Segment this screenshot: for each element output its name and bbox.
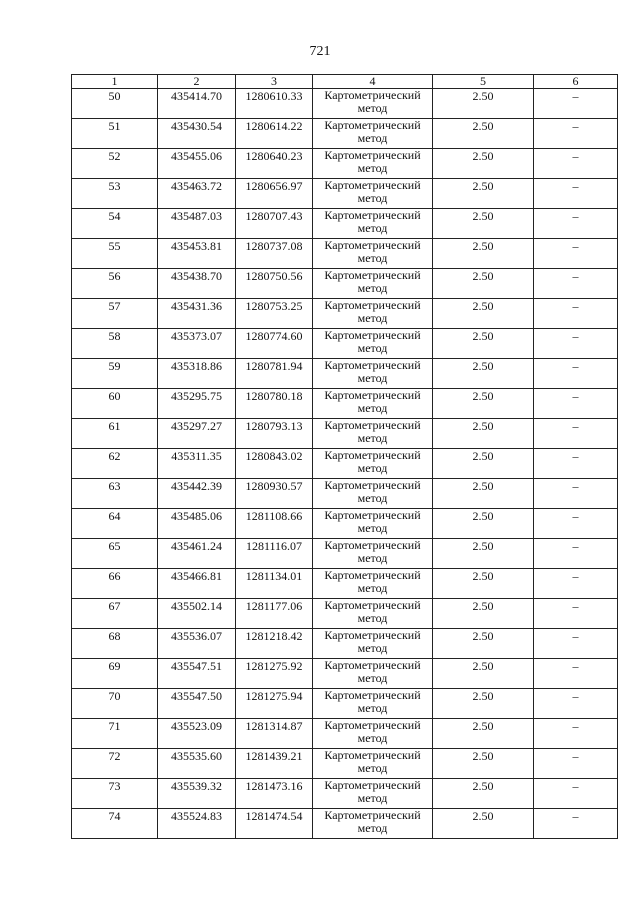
point-number-cell: 63 bbox=[72, 479, 158, 509]
x-coordinate-cell: 435502.14 bbox=[158, 599, 236, 629]
note-cell: – bbox=[534, 599, 618, 629]
x-coordinate-cell: 435536.07 bbox=[158, 629, 236, 659]
y-coordinate-cell: 1281134.01 bbox=[236, 569, 313, 599]
x-coordinate-cell: 435539.32 bbox=[158, 779, 236, 809]
header-cell: 5 bbox=[433, 75, 534, 89]
point-number-cell: 71 bbox=[72, 719, 158, 749]
point-number-cell: 54 bbox=[72, 209, 158, 239]
note-cell: – bbox=[534, 479, 618, 509]
y-coordinate-cell: 1281108.66 bbox=[236, 509, 313, 539]
precision-cell: 2.50 bbox=[433, 809, 534, 839]
precision-cell: 2.50 bbox=[433, 629, 534, 659]
point-number-cell: 67 bbox=[72, 599, 158, 629]
precision-cell: 2.50 bbox=[433, 479, 534, 509]
table-row bbox=[72, 149, 618, 179]
note-cell: – bbox=[534, 299, 618, 329]
method-cell: Картометрический метод bbox=[313, 479, 433, 509]
point-number-cell: 62 bbox=[72, 449, 158, 479]
method-cell: Картометрический метод bbox=[313, 659, 433, 689]
point-number-cell: 51 bbox=[72, 119, 158, 149]
table-row bbox=[72, 479, 618, 509]
method-cell: Картометрический метод bbox=[313, 809, 433, 839]
y-coordinate-cell: 1280753.25 bbox=[236, 299, 313, 329]
y-coordinate-cell: 1280656.97 bbox=[236, 179, 313, 209]
point-number-cell: 59 bbox=[72, 359, 158, 389]
page-number: 721 bbox=[309, 44, 331, 59]
x-coordinate-cell: 435547.51 bbox=[158, 659, 236, 689]
precision-cell: 2.50 bbox=[433, 269, 534, 299]
header-cell: 1 bbox=[72, 75, 158, 89]
y-coordinate-cell: 1281439.21 bbox=[236, 749, 313, 779]
x-coordinate-cell: 435455.06 bbox=[158, 149, 236, 179]
method-cell: Картометрический метод bbox=[313, 389, 433, 419]
method-cell: Картометрический метод bbox=[313, 539, 433, 569]
precision-cell: 2.50 bbox=[433, 359, 534, 389]
note-cell: – bbox=[534, 539, 618, 569]
point-number-cell: 68 bbox=[72, 629, 158, 659]
method-cell: Картометрический метод bbox=[313, 89, 433, 119]
method-cell: Картометрический метод bbox=[313, 689, 433, 719]
table-row bbox=[72, 239, 618, 269]
point-number-cell: 52 bbox=[72, 149, 158, 179]
x-coordinate-cell: 435524.83 bbox=[158, 809, 236, 839]
note-cell: – bbox=[534, 359, 618, 389]
point-number-cell: 50 bbox=[72, 89, 158, 119]
table-header-row bbox=[72, 75, 618, 89]
header-cell: 4 bbox=[313, 75, 433, 89]
y-coordinate-cell: 1281275.94 bbox=[236, 689, 313, 719]
coordinates-table bbox=[71, 74, 618, 839]
table-row bbox=[72, 89, 618, 119]
precision-cell: 2.50 bbox=[433, 719, 534, 749]
header-cell: 3 bbox=[236, 75, 313, 89]
method-cell: Картометрический метод bbox=[313, 599, 433, 629]
precision-cell: 2.50 bbox=[433, 569, 534, 599]
precision-cell: 2.50 bbox=[433, 779, 534, 809]
note-cell: – bbox=[534, 239, 618, 269]
y-coordinate-cell: 1281177.06 bbox=[236, 599, 313, 629]
method-cell: Картометрический метод bbox=[313, 569, 433, 599]
point-number-cell: 57 bbox=[72, 299, 158, 329]
note-cell: – bbox=[534, 179, 618, 209]
method-cell: Картометрический метод bbox=[313, 509, 433, 539]
x-coordinate-cell: 435438.70 bbox=[158, 269, 236, 299]
method-cell: Картометрический метод bbox=[313, 779, 433, 809]
x-coordinate-cell: 435318.86 bbox=[158, 359, 236, 389]
y-coordinate-cell: 1280780.18 bbox=[236, 389, 313, 419]
note-cell: – bbox=[534, 509, 618, 539]
method-cell: Картометрический метод bbox=[313, 359, 433, 389]
point-number-cell: 60 bbox=[72, 389, 158, 419]
precision-cell: 2.50 bbox=[433, 149, 534, 179]
x-coordinate-cell: 435466.81 bbox=[158, 569, 236, 599]
precision-cell: 2.50 bbox=[433, 749, 534, 779]
note-cell: – bbox=[534, 119, 618, 149]
precision-cell: 2.50 bbox=[433, 539, 534, 569]
x-coordinate-cell: 435523.09 bbox=[158, 719, 236, 749]
point-number-cell: 55 bbox=[72, 239, 158, 269]
note-cell: – bbox=[534, 719, 618, 749]
method-cell: Картометрический метод bbox=[313, 629, 433, 659]
point-number-cell: 74 bbox=[72, 809, 158, 839]
x-coordinate-cell: 435461.24 bbox=[158, 539, 236, 569]
note-cell: – bbox=[534, 269, 618, 299]
table-row bbox=[72, 629, 618, 659]
y-coordinate-cell: 1280614.22 bbox=[236, 119, 313, 149]
table-row bbox=[72, 749, 618, 779]
table-row bbox=[72, 119, 618, 149]
precision-cell: 2.50 bbox=[433, 89, 534, 119]
table-row bbox=[72, 509, 618, 539]
precision-cell: 2.50 bbox=[433, 179, 534, 209]
table-row bbox=[72, 569, 618, 599]
method-cell: Картометрический метод bbox=[313, 299, 433, 329]
precision-cell: 2.50 bbox=[433, 689, 534, 719]
note-cell: – bbox=[534, 389, 618, 419]
point-number-cell: 72 bbox=[72, 749, 158, 779]
x-coordinate-cell: 435430.54 bbox=[158, 119, 236, 149]
note-cell: – bbox=[534, 689, 618, 719]
precision-cell: 2.50 bbox=[433, 119, 534, 149]
note-cell: – bbox=[534, 149, 618, 179]
x-coordinate-cell: 435297.27 bbox=[158, 419, 236, 449]
header-cell: 6 bbox=[534, 75, 618, 89]
table-row bbox=[72, 329, 618, 359]
table-body bbox=[72, 89, 618, 839]
table-row bbox=[72, 359, 618, 389]
x-coordinate-cell: 435311.35 bbox=[158, 449, 236, 479]
table-row bbox=[72, 659, 618, 689]
point-number-cell: 66 bbox=[72, 569, 158, 599]
y-coordinate-cell: 1280774.60 bbox=[236, 329, 313, 359]
point-number-cell: 69 bbox=[72, 659, 158, 689]
point-number-cell: 64 bbox=[72, 509, 158, 539]
method-cell: Картометрический метод bbox=[313, 269, 433, 299]
y-coordinate-cell: 1280640.23 bbox=[236, 149, 313, 179]
table-row bbox=[72, 179, 618, 209]
precision-cell: 2.50 bbox=[433, 659, 534, 689]
precision-cell: 2.50 bbox=[433, 329, 534, 359]
y-coordinate-cell: 1280793.13 bbox=[236, 419, 313, 449]
precision-cell: 2.50 bbox=[433, 449, 534, 479]
header-cell: 2 bbox=[158, 75, 236, 89]
table-row bbox=[72, 389, 618, 419]
note-cell: – bbox=[534, 629, 618, 659]
precision-cell: 2.50 bbox=[433, 209, 534, 239]
point-number-cell: 53 bbox=[72, 179, 158, 209]
note-cell: – bbox=[534, 329, 618, 359]
table-row bbox=[72, 689, 618, 719]
precision-cell: 2.50 bbox=[433, 509, 534, 539]
y-coordinate-cell: 1281473.16 bbox=[236, 779, 313, 809]
method-cell: Картометрический метод bbox=[313, 209, 433, 239]
x-coordinate-cell: 435453.81 bbox=[158, 239, 236, 269]
point-number-cell: 65 bbox=[72, 539, 158, 569]
table-row bbox=[72, 299, 618, 329]
precision-cell: 2.50 bbox=[433, 239, 534, 269]
method-cell: Картометрический метод bbox=[313, 179, 433, 209]
method-cell: Картометрический метод bbox=[313, 719, 433, 749]
point-number-cell: 70 bbox=[72, 689, 158, 719]
note-cell: – bbox=[534, 779, 618, 809]
y-coordinate-cell: 1281474.54 bbox=[236, 809, 313, 839]
x-coordinate-cell: 435463.72 bbox=[158, 179, 236, 209]
y-coordinate-cell: 1281218.42 bbox=[236, 629, 313, 659]
y-coordinate-cell: 1280750.56 bbox=[236, 269, 313, 299]
x-coordinate-cell: 435487.03 bbox=[158, 209, 236, 239]
y-coordinate-cell: 1281116.07 bbox=[236, 539, 313, 569]
method-cell: Картометрический метод bbox=[313, 239, 433, 269]
table-row bbox=[72, 809, 618, 839]
note-cell: – bbox=[534, 419, 618, 449]
y-coordinate-cell: 1281314.87 bbox=[236, 719, 313, 749]
note-cell: – bbox=[534, 809, 618, 839]
method-cell: Картометрический метод bbox=[313, 329, 433, 359]
method-cell: Картометрический метод bbox=[313, 449, 433, 479]
x-coordinate-cell: 435547.50 bbox=[158, 689, 236, 719]
precision-cell: 2.50 bbox=[433, 599, 534, 629]
y-coordinate-cell: 1280781.94 bbox=[236, 359, 313, 389]
y-coordinate-cell: 1281275.92 bbox=[236, 659, 313, 689]
method-cell: Картометрический метод bbox=[313, 119, 433, 149]
point-number-cell: 56 bbox=[72, 269, 158, 299]
table-row bbox=[72, 779, 618, 809]
table-row bbox=[72, 449, 618, 479]
x-coordinate-cell: 435431.36 bbox=[158, 299, 236, 329]
table-row bbox=[72, 269, 618, 299]
note-cell: – bbox=[534, 569, 618, 599]
table-row bbox=[72, 719, 618, 749]
y-coordinate-cell: 1280610.33 bbox=[236, 89, 313, 119]
note-cell: – bbox=[534, 89, 618, 119]
point-number-cell: 73 bbox=[72, 779, 158, 809]
x-coordinate-cell: 435485.06 bbox=[158, 509, 236, 539]
y-coordinate-cell: 1280737.08 bbox=[236, 239, 313, 269]
note-cell: – bbox=[534, 449, 618, 479]
precision-cell: 2.50 bbox=[433, 419, 534, 449]
method-cell: Картометрический метод bbox=[313, 149, 433, 179]
x-coordinate-cell: 435442.39 bbox=[158, 479, 236, 509]
table-row bbox=[72, 209, 618, 239]
table-row bbox=[72, 539, 618, 569]
note-cell: – bbox=[534, 209, 618, 239]
method-cell: Картометрический метод bbox=[313, 419, 433, 449]
x-coordinate-cell: 435414.70 bbox=[158, 89, 236, 119]
point-number-cell: 58 bbox=[72, 329, 158, 359]
x-coordinate-cell: 435295.75 bbox=[158, 389, 236, 419]
note-cell: – bbox=[534, 749, 618, 779]
method-cell: Картометрический метод bbox=[313, 749, 433, 779]
table-row bbox=[72, 419, 618, 449]
precision-cell: 2.50 bbox=[433, 299, 534, 329]
y-coordinate-cell: 1280930.57 bbox=[236, 479, 313, 509]
precision-cell: 2.50 bbox=[433, 389, 534, 419]
y-coordinate-cell: 1280707.43 bbox=[236, 209, 313, 239]
x-coordinate-cell: 435373.07 bbox=[158, 329, 236, 359]
point-number-cell: 61 bbox=[72, 419, 158, 449]
note-cell: – bbox=[534, 659, 618, 689]
y-coordinate-cell: 1280843.02 bbox=[236, 449, 313, 479]
table-row bbox=[72, 599, 618, 629]
x-coordinate-cell: 435535.60 bbox=[158, 749, 236, 779]
